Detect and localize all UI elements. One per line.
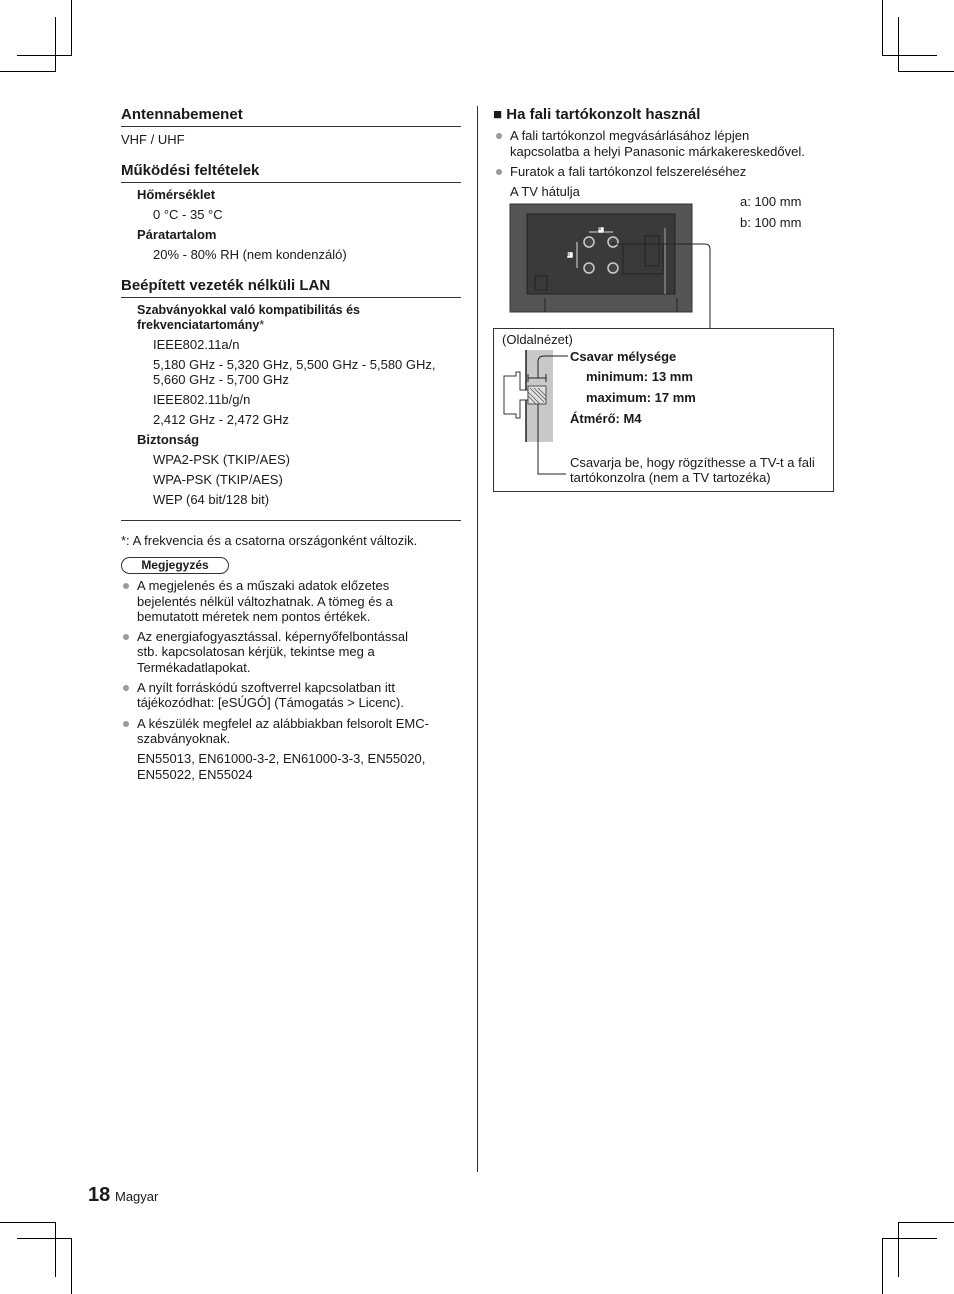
compat-label-text: frekvenciatartomány	[137, 318, 260, 332]
square-icon: ■	[493, 106, 503, 123]
frequency-2ghz: 2,412 GHz - 2,472 GHz	[153, 412, 289, 427]
footnote: *: A frekvencia és a csatorna országonként változik.	[121, 533, 418, 548]
standard-a-n: IEEE802.11a/n	[153, 337, 240, 352]
screw-depth-label: Csavar mélysége	[570, 349, 677, 364]
security-wep: WEP (64 bit/128 bit)	[153, 492, 270, 507]
divider	[121, 520, 461, 521]
note-item: A megjelenés és a műszaki adatok előzetes	[137, 578, 390, 593]
security-label: Biztonság	[137, 432, 200, 447]
temperature-value: 0 °C - 35 °C	[153, 207, 223, 222]
security-wpa2: WPA2-PSK (TKIP/AES)	[153, 452, 291, 467]
dimension-b: b: 100 mm	[740, 215, 802, 230]
antenna-value: VHF / UHF	[121, 132, 185, 147]
screw-side-illustration	[498, 348, 573, 483]
note-item: A nyílt forráskódú szoftverrel kapcsolatban itt	[137, 680, 395, 695]
screw-depth-max: maximum: 17 mm	[586, 390, 696, 405]
wall-bracket-heading: ■ Ha fali tartókonzolt használ	[493, 106, 701, 123]
bracket-info-item: A fali tartókonzol megvásárlásához lépjen	[510, 128, 750, 143]
compat-label-2	[137, 317, 264, 333]
bracket-info-line: kapcsolatba a helyi Panasonic márkakereskedővel.	[510, 144, 805, 159]
operating-heading: Működési feltételek	[121, 162, 260, 179]
tv-back-illustration	[505, 200, 720, 330]
divider	[121, 182, 461, 183]
note-item-line: Termékadatlapokat.	[137, 660, 251, 675]
column-divider	[477, 106, 478, 1172]
page-number: 18	[88, 1184, 111, 1206]
tv-back-label: A TV hátulja	[510, 184, 580, 199]
frequency-5ghz-line2: 5,660 GHz - 5,700 GHz	[153, 372, 289, 387]
antenna-heading: Antennabemenet	[121, 106, 243, 123]
temperature-label: Hőmérséklet	[137, 187, 216, 202]
divider	[121, 297, 461, 298]
dimension-b-tag: b	[567, 252, 570, 258]
note-item: A készülék megfelel az alábbiakban felsorolt EMC-	[137, 716, 429, 731]
emc-standards-line1: EN55013, EN61000-3-2, EN61000-3-3, EN55020,	[137, 751, 426, 766]
footer-language: Magyar	[115, 1189, 159, 1204]
frequency-5ghz-line1: 5,180 GHz - 5,320 GHz, 5,500 GHz - 5,580 GHz,	[153, 357, 436, 372]
bracket-holes-item: Furatok a fali tartókonzol felszereléséhez	[510, 164, 747, 179]
security-wpa: WPA-PSK (TKIP/AES)	[153, 472, 283, 487]
humidity-value: 20% - 80% RH (nem kondenzáló)	[153, 247, 347, 262]
emc-standards-line2: EN55022, EN55024	[137, 767, 253, 782]
screw-note-line2: tartókonzolra (nem a TV tartozéka)	[570, 470, 771, 485]
note-item: Az energiafogyasztással. képernyőfelbontással	[137, 629, 408, 644]
humidity-label: Páratartalom	[137, 227, 217, 242]
note-item-line: bejelentés nélkül változhatnak. A tömeg és a	[137, 594, 393, 609]
note-item-line: stb. kapcsolatosan kérjük, tekintse meg a	[137, 644, 375, 659]
wlan-heading: Beépített vezeték nélküli LAN	[121, 277, 331, 294]
screw-diameter: Átmérő: M4	[570, 411, 642, 426]
screw-note-line1: Csavarja be, hogy rögzíthesse a TV-t a fali	[570, 455, 815, 470]
standard-b-g-n: IEEE802.11b/g/n	[153, 392, 251, 407]
note-item-line: tájékozódhat: [eSÚGÓ] (Támogatás > Licenc).	[137, 695, 404, 710]
compat-label: Szabványokkal való kompatibilitás és	[137, 303, 361, 317]
footnote-star: *	[259, 318, 265, 332]
dimension-a: a: 100 mm	[740, 194, 802, 209]
divider	[121, 126, 461, 127]
screw-depth-min: minimum: 13 mm	[586, 369, 693, 384]
dimension-a-tag: a	[598, 226, 601, 232]
note-label: Megjegyzés	[121, 557, 229, 574]
note-item-line: bemutatott méretek nem pontos értékek.	[137, 609, 371, 624]
side-view-label: (Oldalnézet)	[502, 332, 573, 347]
note-item-line: szabványoknak.	[137, 731, 231, 746]
